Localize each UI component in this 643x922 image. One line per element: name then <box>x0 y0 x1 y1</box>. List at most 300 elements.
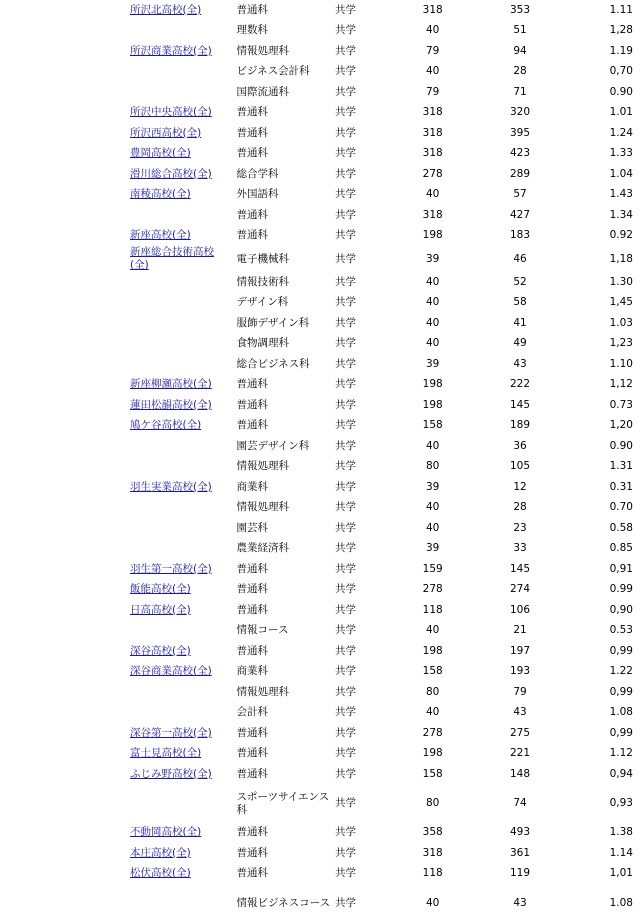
school-link[interactable]: 蓮田松韻高校(全) <box>130 398 212 411</box>
school-link[interactable]: 深谷商業高校(全) <box>130 665 212 678</box>
ratio-cell: 0.73 <box>609 398 633 411</box>
ratio-cell: 1.11 <box>609 3 633 16</box>
course-cell: 普通科 <box>236 583 268 596</box>
course-cell: 情報コース <box>236 624 289 637</box>
table-row <box>128 21 643 42</box>
course-cell: 理数科 <box>236 24 268 37</box>
table-row <box>128 723 643 744</box>
applicants-cell: 395 <box>509 126 531 139</box>
applicants-cell: 94 <box>513 44 527 57</box>
school-cell <box>128 498 235 519</box>
school-link[interactable]: 不動岡高校(全) <box>130 826 202 839</box>
capacity-cell: 40 <box>425 316 440 329</box>
school-link[interactable]: ふじみ野高校(全) <box>130 767 212 780</box>
type-cell: 共学 <box>334 106 356 119</box>
school-cell <box>128 457 235 478</box>
capacity-cell: 40 <box>425 501 440 514</box>
table-row <box>128 272 643 293</box>
table-row <box>128 103 643 124</box>
type-cell: 共学 <box>334 542 356 555</box>
course-cell: 普通科 <box>236 419 268 432</box>
applicants-cell: 12 <box>513 480 527 493</box>
school-link[interactable]: 富士見高校(全) <box>130 747 202 760</box>
school-cell <box>128 436 235 457</box>
ratio-cell: 1.03 <box>609 316 633 329</box>
course-cell: 情報ビジネスコース <box>236 896 331 909</box>
type-cell: 共学 <box>334 65 356 78</box>
capacity-cell: 158 <box>422 665 443 678</box>
applicants-cell: 71 <box>513 85 527 98</box>
table-row <box>128 164 643 185</box>
applicants-cell: 28 <box>513 501 527 514</box>
school-cell <box>128 416 235 437</box>
table-row <box>128 682 643 703</box>
school-cell <box>128 539 235 560</box>
ratio-cell: 0.70 <box>609 501 633 514</box>
applicants-cell: 74 <box>513 797 527 809</box>
table-row <box>128 375 643 396</box>
applicants-cell: 28 <box>513 65 527 78</box>
capacity-cell: 318 <box>422 208 443 221</box>
applicants-cell: 361 <box>509 846 531 859</box>
course-cell: 商業科 <box>236 480 268 493</box>
applicants-cell: 43 <box>513 357 527 370</box>
capacity-cell: 39 <box>425 480 440 493</box>
course-cell: 普通科 <box>236 826 268 839</box>
table-row <box>128 539 643 560</box>
school-cell <box>128 682 235 703</box>
school-link[interactable]: 鳩ケ谷高校(全) <box>130 419 202 432</box>
school-link[interactable]: 羽生第一高校(全) <box>130 562 212 575</box>
course-cell: 普通科 <box>236 147 268 160</box>
type-cell: 共学 <box>334 685 356 698</box>
capacity-cell: 80 <box>425 685 440 698</box>
applicants-cell: 183 <box>509 229 531 242</box>
capacity-cell: 40 <box>425 439 440 452</box>
ratio-cell: 0.90 <box>609 85 633 98</box>
type-cell: 共学 <box>334 398 356 411</box>
school-cell <box>128 246 235 272</box>
course-cell: 普通科 <box>236 398 268 411</box>
type-cell: 共学 <box>334 521 356 534</box>
ratio-cell: 0.31 <box>609 480 633 493</box>
type-cell: 共学 <box>334 439 356 452</box>
ratio-cell: 0.92 <box>609 229 633 242</box>
applicants-cell: 222 <box>509 378 531 391</box>
capacity-cell: 318 <box>422 3 443 16</box>
school-cell <box>128 354 235 375</box>
table-row <box>128 246 643 272</box>
school-cell <box>128 123 235 144</box>
school-link[interactable]: 新座高校(全) <box>130 229 191 242</box>
ratio-cell: 0,99 <box>609 726 633 739</box>
type-cell: 共学 <box>334 208 356 221</box>
ratio-cell: 0,70 <box>609 65 633 78</box>
ratio-cell: 1.30 <box>609 275 633 288</box>
course-cell: 農業経済科 <box>236 542 289 555</box>
applicants-cell: 353 <box>509 3 531 16</box>
school-cell <box>128 334 235 355</box>
type-cell: 共学 <box>334 357 356 370</box>
applicants-cell: 49 <box>513 337 527 350</box>
course-cell: デザイン科 <box>236 296 289 309</box>
table-row <box>128 457 643 478</box>
type-cell: 共学 <box>334 826 356 839</box>
capacity-cell: 79 <box>425 85 440 98</box>
type-cell: 共学 <box>334 275 356 288</box>
table-row <box>128 123 643 144</box>
capacity-cell: 159 <box>422 562 443 575</box>
course-cell: 商業科 <box>236 665 268 678</box>
table-row <box>128 764 643 785</box>
school-cell <box>128 0 235 21</box>
capacity-cell: 358 <box>422 826 443 839</box>
table-row <box>128 662 643 683</box>
ratio-cell: 1.10 <box>609 357 633 370</box>
ratio-cell: 1.22 <box>609 665 633 678</box>
ratio-cell: 0.85 <box>609 542 633 555</box>
school-link[interactable]: 所沢商業高校(全) <box>130 44 212 57</box>
applicants-cell: 79 <box>513 685 527 698</box>
applicants-cell: 145 <box>509 562 531 575</box>
school-cell <box>128 477 235 498</box>
applicants-cell: 41 <box>513 316 527 329</box>
ratio-cell: 0.53 <box>609 624 633 637</box>
school-link[interactable]: 深谷第一高校(全) <box>130 726 212 739</box>
capacity-cell: 318 <box>422 106 443 119</box>
school-cell <box>128 144 235 165</box>
type-cell: 共学 <box>334 378 356 391</box>
capacity-cell: 40 <box>425 296 440 309</box>
capacity-cell: 40 <box>425 624 440 637</box>
capacity-cell: 198 <box>422 229 443 242</box>
applicants-cell: 105 <box>509 460 531 473</box>
ratio-cell: 1,18 <box>609 252 633 265</box>
capacity-cell: 39 <box>425 252 440 265</box>
course-cell: 食物調理科 <box>236 337 289 350</box>
applicants-cell: 189 <box>509 419 531 432</box>
school-cell <box>128 293 235 314</box>
applicants-cell: 493 <box>509 826 531 839</box>
table-row <box>128 82 643 103</box>
capacity-cell: 80 <box>425 460 440 473</box>
type-cell: 共学 <box>334 896 356 909</box>
applicants-cell: 274 <box>509 583 531 596</box>
school-cell <box>128 785 235 823</box>
applicants-cell: 221 <box>509 747 531 760</box>
school-cell <box>128 559 235 580</box>
table-row <box>128 62 643 83</box>
capacity-cell: 39 <box>425 357 440 370</box>
course-cell: 情報処理科 <box>236 460 289 473</box>
type-cell: 共学 <box>334 85 356 98</box>
school-link[interactable]: 滑川総合高校(全) <box>130 167 212 180</box>
school-cell <box>128 823 235 844</box>
type-cell: 共学 <box>334 603 356 616</box>
type-cell: 共学 <box>334 867 356 880</box>
school-link[interactable]: 豊岡高校(全) <box>130 147 191 160</box>
applicants-cell: 57 <box>513 188 527 201</box>
school-cell <box>128 21 235 42</box>
applicants-cell: 193 <box>509 665 531 678</box>
course-cell: スポーツサイエンス科 <box>236 790 330 816</box>
ratio-cell: 1.12 <box>609 747 633 760</box>
table-row <box>128 395 643 416</box>
school-cell <box>128 662 235 683</box>
course-cell: 普通科 <box>236 867 268 880</box>
applicants-cell: 275 <box>509 726 531 739</box>
type-cell: 共学 <box>334 583 356 596</box>
ratio-cell: 1.04 <box>609 167 633 180</box>
type-cell: 共学 <box>334 501 356 514</box>
course-cell: 普通科 <box>236 726 268 739</box>
table-row <box>128 41 643 62</box>
table-row <box>128 884 643 922</box>
table-row <box>128 334 643 355</box>
course-cell: 普通科 <box>236 767 268 780</box>
school-cell <box>128 272 235 293</box>
school-link[interactable]: 南稜高校(全) <box>130 188 191 201</box>
table-row <box>128 205 643 226</box>
capacity-cell: 118 <box>422 867 443 880</box>
table-row <box>128 436 643 457</box>
type-cell: 共学 <box>334 337 356 350</box>
applicants-cell: 43 <box>513 706 527 719</box>
type-cell: 共学 <box>334 644 356 657</box>
ratio-cell: 1.34 <box>609 208 633 221</box>
type-cell: 共学 <box>334 726 356 739</box>
table-row <box>128 600 643 621</box>
ratio-cell: 1.01 <box>609 106 633 119</box>
table-row <box>128 226 643 247</box>
course-cell: 園芸デザイン科 <box>236 439 310 452</box>
school-link[interactable]: 本庄高校(全) <box>130 846 191 859</box>
course-cell: 情報処理科 <box>236 44 289 57</box>
school-cell <box>128 764 235 785</box>
type-cell: 共学 <box>334 480 356 493</box>
school-link[interactable]: 松伏高校(全) <box>130 867 191 880</box>
capacity-cell: 278 <box>422 726 443 739</box>
ratio-cell: 1.08 <box>609 896 633 909</box>
table-row <box>128 621 643 642</box>
school-cell <box>128 62 235 83</box>
capacity-cell: 40 <box>425 337 440 350</box>
table-row <box>128 354 643 375</box>
applicants-cell: 197 <box>509 644 531 657</box>
course-cell: 普通科 <box>236 846 268 859</box>
table-row <box>128 823 643 844</box>
course-cell: 普通科 <box>236 603 268 616</box>
school-link[interactable]: 深谷高校(全) <box>130 644 191 657</box>
school-cell <box>128 103 235 124</box>
ratio-cell: 1,20 <box>609 419 633 432</box>
applicants-cell: 106 <box>509 603 531 616</box>
course-cell: 普通科 <box>236 747 268 760</box>
school-cell <box>128 864 235 885</box>
school-cell <box>128 723 235 744</box>
type-cell: 共学 <box>334 167 356 180</box>
type-cell: 共学 <box>334 419 356 432</box>
school-cell <box>128 205 235 226</box>
course-cell: 電子機械科 <box>236 252 289 265</box>
table-row <box>128 416 643 437</box>
school-cell <box>128 843 235 864</box>
capacity-cell: 198 <box>422 378 443 391</box>
school-cell <box>128 226 235 247</box>
capacity-cell: 278 <box>422 167 443 180</box>
course-cell: 普通科 <box>236 3 268 16</box>
course-cell: 外国語科 <box>236 188 279 201</box>
school-link[interactable]: 飯能高校(全) <box>130 583 191 596</box>
type-cell: 共学 <box>334 665 356 678</box>
applicants-cell: 52 <box>513 275 527 288</box>
ratio-cell: 1.19 <box>609 44 633 57</box>
course-cell: 普通科 <box>236 126 268 139</box>
capacity-cell: 39 <box>425 542 440 555</box>
type-cell: 共学 <box>334 147 356 160</box>
course-cell: ビジネス会計科 <box>236 65 310 78</box>
capacity-cell: 318 <box>422 147 443 160</box>
type-cell: 共学 <box>334 188 356 201</box>
school-cell <box>128 600 235 621</box>
applicants-cell: 423 <box>509 147 531 160</box>
applicants-cell: 320 <box>509 106 531 119</box>
applicants-cell: 21 <box>513 624 527 637</box>
ratio-cell: 1.31 <box>609 460 633 473</box>
table-row <box>128 293 643 314</box>
school-cell <box>128 313 235 334</box>
capacity-cell: 158 <box>422 419 443 432</box>
course-cell: 普通科 <box>236 644 268 657</box>
ratio-cell: 1.33 <box>609 147 633 160</box>
school-link[interactable]: 日高高校(全) <box>130 603 191 616</box>
capacity-cell: 40 <box>425 521 440 534</box>
course-cell: 国際流通科 <box>236 85 289 98</box>
type-cell: 共学 <box>334 296 356 309</box>
applicants-cell: 119 <box>509 867 531 880</box>
course-cell: 普通科 <box>236 229 268 242</box>
type-cell: 共学 <box>334 316 356 329</box>
type-cell: 共学 <box>334 797 356 809</box>
ratio-cell: 1.14 <box>609 846 633 859</box>
type-cell: 共学 <box>334 767 356 780</box>
capacity-cell: 198 <box>422 644 443 657</box>
ratio-cell: 0,91 <box>609 562 633 575</box>
capacity-cell: 40 <box>425 65 440 78</box>
table-row <box>128 559 643 580</box>
school-cell <box>128 41 235 62</box>
capacity-cell: 118 <box>422 603 443 616</box>
type-cell: 共学 <box>334 846 356 859</box>
capacity-cell: 40 <box>425 24 440 37</box>
school-cell <box>128 518 235 539</box>
applicants-cell: 33 <box>513 542 527 555</box>
school-link[interactable]: 新座総合技術高校(全) <box>130 246 214 271</box>
applicants-cell: 51 <box>513 24 527 37</box>
capacity-cell: 198 <box>422 398 443 411</box>
capacity-cell: 40 <box>425 896 440 909</box>
ratio-cell: 1.38 <box>609 826 633 839</box>
ratio-cell: 1.24 <box>609 126 633 139</box>
ratio-cell: 1.08 <box>609 706 633 719</box>
school-cell <box>128 641 235 662</box>
type-cell: 共学 <box>334 3 356 16</box>
ratio-cell: 1,28 <box>609 24 633 37</box>
course-cell: 園芸科 <box>236 521 268 534</box>
type-cell: 共学 <box>334 562 356 575</box>
table-row <box>128 580 643 601</box>
ratio-cell: 0,90 <box>609 603 633 616</box>
course-cell: 普通科 <box>236 562 268 575</box>
ratio-cell: 1,12 <box>609 378 633 391</box>
table-row <box>128 843 643 864</box>
ratio-cell: 0,99 <box>609 685 633 698</box>
applicants-cell: 23 <box>513 521 527 534</box>
table-body <box>128 0 643 922</box>
applicants-cell: 36 <box>513 439 527 452</box>
ratio-cell: 1.43 <box>609 188 633 201</box>
admission-table <box>128 0 643 922</box>
table-row <box>128 785 643 823</box>
capacity-cell: 79 <box>425 44 440 57</box>
course-cell: 会計科 <box>236 706 268 719</box>
ratio-cell: 0,93 <box>609 797 633 809</box>
capacity-cell: 40 <box>425 706 440 719</box>
course-cell: 情報処理科 <box>236 685 289 698</box>
course-cell: 服飾デザイン科 <box>236 316 310 329</box>
ratio-cell: 0.90 <box>609 439 633 452</box>
applicants-cell: 289 <box>509 167 531 180</box>
type-cell: 共学 <box>334 24 356 37</box>
applicants-cell: 43 <box>513 896 527 909</box>
type-cell: 共学 <box>334 44 356 57</box>
course-cell: 普通科 <box>236 106 268 119</box>
table-row <box>128 0 643 21</box>
type-cell: 共学 <box>334 624 356 637</box>
school-cell <box>128 703 235 724</box>
ratio-cell: 0.99 <box>609 583 633 596</box>
ratio-cell: 1,01 <box>609 867 633 880</box>
table-row <box>128 498 643 519</box>
school-link[interactable]: 羽生実業高校(全) <box>130 480 212 493</box>
capacity-cell: 40 <box>425 275 440 288</box>
applicants-cell: 145 <box>509 398 531 411</box>
capacity-cell: 158 <box>422 767 443 780</box>
school-cell <box>128 164 235 185</box>
type-cell: 共学 <box>334 747 356 760</box>
capacity-cell: 198 <box>422 747 443 760</box>
school-link[interactable]: 所沢西高校(全) <box>130 126 202 139</box>
table-row <box>128 144 643 165</box>
type-cell: 共学 <box>334 126 356 139</box>
capacity-cell: 318 <box>422 846 443 859</box>
school-cell <box>128 884 235 922</box>
school-link[interactable]: 所沢中央高校(全) <box>130 106 212 119</box>
school-link[interactable]: 所沢北高校(全) <box>130 3 202 16</box>
applicants-cell: 58 <box>513 296 527 309</box>
capacity-cell: 40 <box>425 188 440 201</box>
capacity-cell: 278 <box>422 583 443 596</box>
school-link[interactable]: 新座柳瀬高校(全) <box>130 378 212 391</box>
course-cell: 情報処理科 <box>236 501 289 514</box>
course-cell: 総合学科 <box>236 167 279 180</box>
table-row <box>128 744 643 765</box>
school-cell <box>128 185 235 206</box>
school-cell <box>128 82 235 103</box>
type-cell: 共学 <box>334 229 356 242</box>
table-row <box>128 641 643 662</box>
applicants-cell: 148 <box>509 767 531 780</box>
